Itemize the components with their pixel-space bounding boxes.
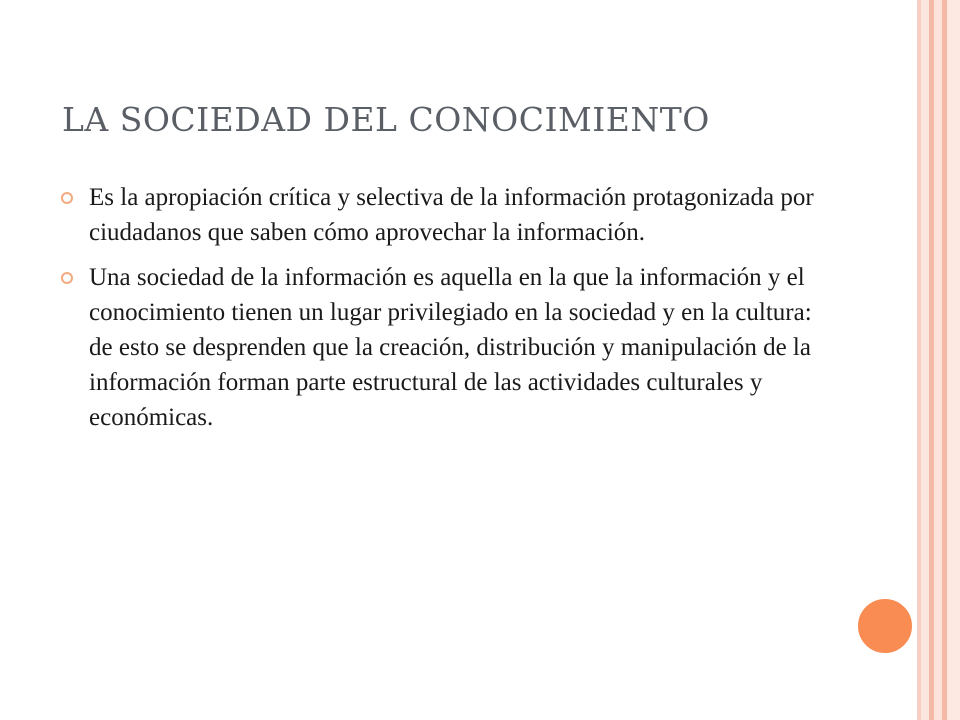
bullet-item <box>60 260 830 435</box>
bullet-text: Una sociedad de la información es aquella en la que la información y el conocimiento tienen un lugar privilegiado en la sociedad y en la cultura: de esto se desprenden que la creación, distribución y manipulación de la información forman parte estructural de las actividades culturales y económicas. <box>89 264 812 431</box>
decorative-stripe <box>934 0 942 720</box>
decorative-stripe <box>921 0 929 720</box>
circle-outline-icon <box>60 271 74 285</box>
bullet-text: Es la apropiación crítica y selectiva de la información protagonizada por ciudadanos que saben cómo aprovechar la información. <box>89 184 814 246</box>
accent-circle <box>855 596 915 656</box>
decorative-stripe <box>947 0 960 720</box>
slide-title: LA SOCIEDAD DEL CONOCIMIENTO <box>62 100 710 139</box>
circle-outline-icon <box>60 191 74 205</box>
bullet-item <box>60 180 830 250</box>
bullet-list <box>60 180 830 445</box>
